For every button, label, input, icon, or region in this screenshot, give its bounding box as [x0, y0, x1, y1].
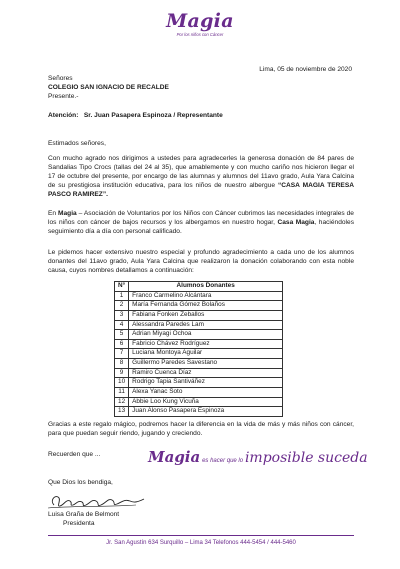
- donor-name: Juan Alonso Pasapera Espinoza: [129, 407, 283, 417]
- handwritten-signature: [40, 489, 150, 511]
- donor-name: Luciana Montoya Aguilar: [129, 349, 283, 359]
- paragraph-thanks: Le pidemos hacer extensivo nuestro especial y profundo agradecimiento a cada uno de los alumnos donantes del 11avo grado, Aula Yara Calcina que realizaron la donación colaborando con esta noble causa, cuyos nombres detallamos a continuación:: [48, 249, 354, 274]
- letter-date: Lima, 05 de noviembre de 2020: [259, 66, 352, 73]
- donor-number: 13: [115, 407, 129, 417]
- table-row: [115, 310, 283, 320]
- table-row: [115, 320, 283, 330]
- paragraph-mission: [48, 210, 354, 237]
- attention-label: Atención:: [48, 112, 79, 119]
- donor-number: 8: [115, 359, 129, 369]
- donor-name: Franco Carmelino Alcántara: [129, 291, 283, 301]
- header-number: N°: [115, 282, 129, 292]
- paragraph-gratitude: Gracias a este regalo mágico, podremos hacer la diferencia en la vida de más y más niños con cáncer, para que puedan seguir riendo, jugando y creciendo.: [48, 421, 354, 437]
- donor-name: Fabiana Fonken Zeballos: [129, 310, 283, 320]
- donor-number: 7: [115, 349, 129, 359]
- logo-wordmark: Magia: [166, 10, 234, 32]
- donor-name: Guillermo Paredes Savestano: [129, 359, 283, 369]
- table-row: [115, 407, 283, 417]
- table-row: [115, 339, 283, 349]
- table-row: [115, 397, 283, 407]
- donor-number: 6: [115, 339, 129, 349]
- donor-number: 10: [115, 378, 129, 388]
- magia-slogan: [148, 447, 368, 468]
- donor-name: Adrian Miyagi Ochoa: [129, 330, 283, 340]
- footer-divider: [48, 535, 354, 536]
- donor-number: 11: [115, 388, 129, 398]
- mission-text: – Asociación de Voluntarios por los Niños con Cáncer cubrimos las necesidades integrales de los niños con cáncer de bajos recursos y los albergamos en nuestro hogar,: [48, 210, 354, 226]
- attention-value: Sr. Juan Pasapera Espinoza / Representante: [83, 112, 223, 119]
- recipient-block: [48, 75, 169, 102]
- slogan-middle: es hacer que lo: [202, 458, 244, 464]
- donor-number: 12: [115, 397, 129, 407]
- donor-name: Alessandra Paredes Lam: [129, 320, 283, 330]
- donor-number: 9: [115, 368, 129, 378]
- table-row: [115, 330, 283, 340]
- table-row: [115, 301, 283, 311]
- mission-prefix: En: [48, 210, 59, 217]
- donor-number: 2: [115, 301, 129, 311]
- paragraph-donation-text: Con mucho agrado nos dirigimos a ustedes para agradecerles la generosa donación de 84 pares de Sandalias Tipo Crocs (tallas del 24 al 35), que amablemente y con mucho cariño nos hicieron llegar el 17 de octubre del presente, por encargo de las alumnas y alumnos del 11avo grado, Aula Yara Calcina de su prestigiosa institución educativa, para los niños de nuestro albergue: [48, 155, 354, 189]
- salutation: Señores: [48, 75, 73, 82]
- signer-title: Presidenta: [63, 520, 95, 527]
- greeting: Estimados señores,: [48, 140, 106, 147]
- donors-table-body: [115, 291, 283, 416]
- paragraph-donation: [48, 155, 354, 199]
- slogan-magia: Magia: [148, 448, 201, 466]
- donor-name: Rodrigo Tapia Santiváñez: [129, 378, 283, 388]
- signer-block: [48, 511, 119, 529]
- table-row: [115, 378, 283, 388]
- mission-magia: Magia: [58, 210, 77, 217]
- logo-tagline: Por los niños con Cáncer: [176, 32, 224, 37]
- donors-table: [114, 281, 283, 417]
- magia-logo: [163, 10, 237, 38]
- footer-address: Jr. San Agustín 634 Surquillo – Lima 34 Telefonos 444-5454 / 444-5460: [106, 540, 296, 546]
- slogan-end: imposible suceda: [244, 450, 368, 466]
- school-name: COLEGIO SAN IGNACIO DE RECALDE: [48, 84, 169, 91]
- donor-number: 5: [115, 330, 129, 340]
- blessing-line: Que Dios los bendiga,: [48, 479, 113, 486]
- donor-name: Fabricio Chávez Rodríguez: [129, 339, 283, 349]
- header-donors: Alumnos Donantes: [129, 282, 283, 292]
- donor-number: 4: [115, 320, 129, 330]
- donor-name: Ramiro Cuenca Díaz: [129, 368, 283, 378]
- table-row: [115, 388, 283, 398]
- attention-line: [48, 112, 223, 121]
- donor-name: Alexa Yanac Soto: [129, 388, 283, 398]
- mission-suffix: , haciéndoles seguimiento día a día con personal calificado.: [48, 218, 354, 235]
- shelter-name: “CASA MAGIA TERESA PASCO RAMIREZ”.: [48, 181, 354, 198]
- table-row: [115, 359, 283, 369]
- donor-number: 1: [115, 291, 129, 301]
- recuerden-line: Recuerden que ...: [48, 451, 101, 458]
- mission-casa-magia: Casa Magia: [277, 218, 315, 226]
- donor-name: Abbie Loo Kung Vicuña: [129, 397, 283, 407]
- donor-name: María Fernanda Gómez Bolaños: [129, 301, 283, 311]
- signer-name: Luisa Graña de Belmont: [48, 511, 120, 518]
- donor-number: 3: [115, 310, 129, 320]
- table-row: [115, 291, 283, 301]
- table-header-row: [115, 282, 283, 292]
- presente-line: Presente.-: [48, 93, 79, 100]
- table-row: [115, 368, 283, 378]
- table-row: [115, 349, 283, 359]
